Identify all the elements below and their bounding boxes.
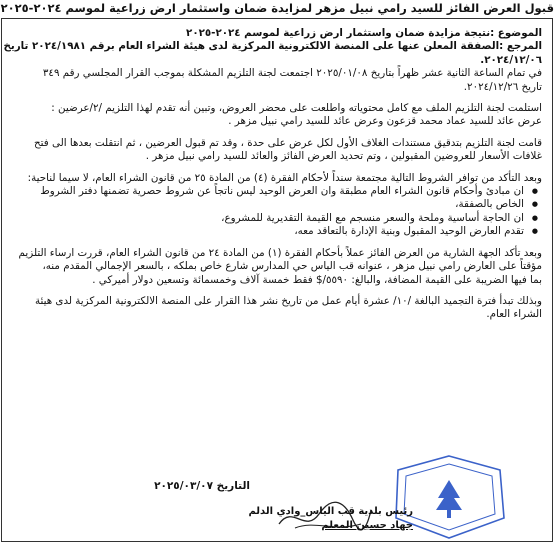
document-date: التاريخ ٢٠٢٥/٠٣/٠٧ [154, 480, 250, 492]
offers-paragraph-line-1: استلمت لجنة التلزيم الملف مع كامل محتوياته واطلعت على محضر العروض، وتبين أنه تقدم لهذا التلزيم /٢/عرضين : [51, 102, 542, 115]
award-paragraph-line-3: بما فيها الضريبة على القيمة المضافة، والبالغ: ٥٥٩٠/$ فقط خمسة آلاف وخمسمائة وتسعين دولار أميركي . [92, 273, 542, 286]
subject-line: الموضوع :نتيجة مزايدة ضمان واستثمار ارض زراعية لموسم ٢٠٢٤-٢٠٢٥ [186, 27, 542, 39]
document-header-title: قبول العرض الفائز للسيد رامي نبيل مزهر لمزايدة ضمان واستثمار ارض زراعية لموسم ٢٠٢٤-٢٠٢٥ [0, 1, 554, 15]
conditions-paragraph-line: وبعد التأكد من توافر الشروط التالية مجتمعة سنداً لأحكام الفقرة (٤) من المادة ٢٥ من قانون الشراء العام، لا سيما لناحية: [27, 171, 542, 184]
award-paragraph-line-2: مؤقتاً على العارض رامي نبيل مزهر ، عنوانه قب الياس حي المدارس شارع خاص بملكه ، بالسعر الإجمالي المقدم منه، [42, 260, 542, 273]
conditions-list [12, 185, 542, 239]
offers-paragraph-line-2: عرض عائد للسيد عماد محمد قزعون وعرض عائد للسيد رامي نبيل مزهر . [228, 115, 542, 128]
signer-title: رئيس بلدية قب الياس_وادي الدلم [248, 506, 413, 517]
meeting-paragraph-line-2: تاريخ ٢٠٢٤/١٢/٢٦. [463, 80, 542, 93]
condition-item-continuation [12, 198, 524, 211]
condition-item: ● ان مبادئ وأحكام قانون الشراء العام مطبقة وان العرض الوحيد ليس ناتجاً عن شروط حصرية تضمنها دفتر الشروط [12, 185, 524, 198]
signature-block [238, 505, 413, 533]
freeze-paragraph-line-2: الشراء العام. [486, 308, 542, 321]
freeze-paragraph-line-1: وبذلك تبدأ فترة التجميد البالغة /١٠/ عشرة أيام عمل من تاريخ نشر هذا القرار على المنصة الالكترونية المركزية لدى هيئة [34, 294, 542, 307]
document-body [3, 27, 542, 322]
review-paragraph-line-1: قامت لجنة التلزيم بتدقيق مستندات الغلاف الأول لكل عرض على حدة ، وقد تم قبول العرضين ، ثم انتقلت بعدها الى فتح [34, 136, 542, 149]
reference-line: المرجع :الصفقة المعلن عنها على المنصة الالكترونية المركزية لدى هيئة الشراء العام برقم ٢٠٢٤/١٩٨١ تاريخ [3, 40, 542, 53]
condition-item: ● ان الحاجة أساسية وملحة والسعر منسجم مع القيمة التقديرية للمشروع، [12, 212, 524, 225]
signer-name: جهاد حسين المعلم [321, 520, 413, 531]
reference-date-line: ٢٠٢٤/١٢/٠٦. [480, 53, 542, 66]
meeting-paragraph-line-1: في تمام الساعة الثانية عشر ظهراً بتاريخ ٢٠٢٥/٠١/٠٨ اجتمعت لجنة التلزيم المشكلة بموجب القرار المجلسي رقم ٣٤٩ [42, 67, 542, 80]
award-paragraph-line-1: وبعد تأكد الجهة الشارية من العرض الفائز عملاً بأحكام الفقرة (١) من المادة ٢٤ من قانون الشراء العام، قررت ارساء التلزيم [18, 246, 542, 259]
condition-item-continuation-text: الخاص بالصفقة، [455, 198, 524, 211]
condition-item: ● تقدم العارض الوحيد المقبول وبنية الإدارة بالتعاقد معه، [12, 225, 524, 238]
review-paragraph-line-2: غلافات الأسعار للعروضين المقبولين ، وتم تحديد العرض الفائز والعائد للسيد رامي نبيل مزهر . [145, 150, 542, 163]
